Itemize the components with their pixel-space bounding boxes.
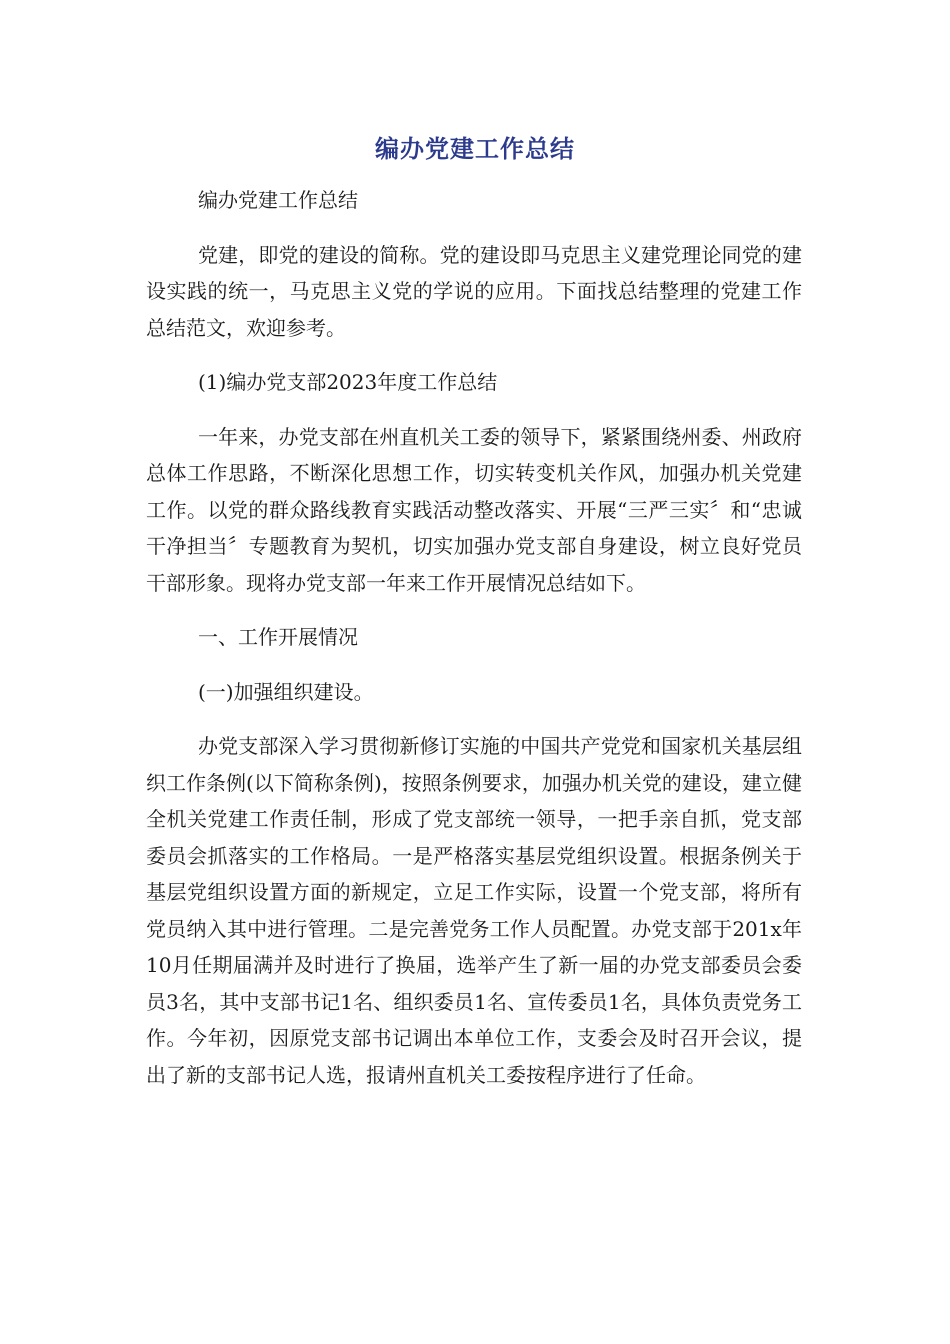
overview-paragraph: 一年来，办党支部在州直机关工委的领导下，紧紧围绕州委、州政府总体工作思路，不断深化思想工作，切实转变机关作风，加强办机关党建工作。以党的群众路线教育实践活动整改落实、开展“三严三实〞和“忠诚干净担当〞专题教育为契机，切实加强办党支部自身建设，树立良好党员干部形象。现将办党支部一年来工作开展情况总结如下。 (146, 424, 802, 595)
org-building-paragraph: 办党支部深入学习贯彻新修订实施的中国共产党党和国家机关基层组织工作条例(以下简称条例)，按照条例要求，加强办机关党的建设，建立健全机关党建工作责任制，形成了党支部统一领导，一把手亲自抓，党支部委员会抓落实的工作格局。一是严格落实基层党组织设置。根据条例关于基层党组织设置方面的新规定，立足工作实际，设置一个党支部，将所有党员纳入其中进行管理。二是完善党务工作人员配置。办党支部于201x年10月任期届满并及时进行了换届，选举产生了新一届的办党支部委员会委员3名，其中支部书记1名、组织委员1名、宣传委员1名，具体负责党务工作。今年初，因原党支部书记调出本单位工作，支委会及时召开会议，提出了新的支部书记人选，报请州直机关工委按程序进行了任命。 (146, 734, 802, 1087)
subsection-heading-org: (一)加强组织建设。 (198, 679, 374, 704)
document-body (146, 182, 802, 1111)
subtitle-paragraph: 编办党建工作总结 (198, 188, 358, 212)
document-title: 编办党建工作总结 (375, 135, 575, 163)
section-heading-1: (1)编办党支部2023年度工作总结 (198, 370, 498, 394)
intro-paragraph: 党建，即党的建设的简称。党的建设即马克思主义建党理论同党的建设实践的统一，马克思主义党的学说的应用。下面找总结整理的党建工作总结范文，欢迎参考。 (146, 242, 802, 340)
section-heading-work: 一、工作开展情况 (198, 625, 358, 649)
